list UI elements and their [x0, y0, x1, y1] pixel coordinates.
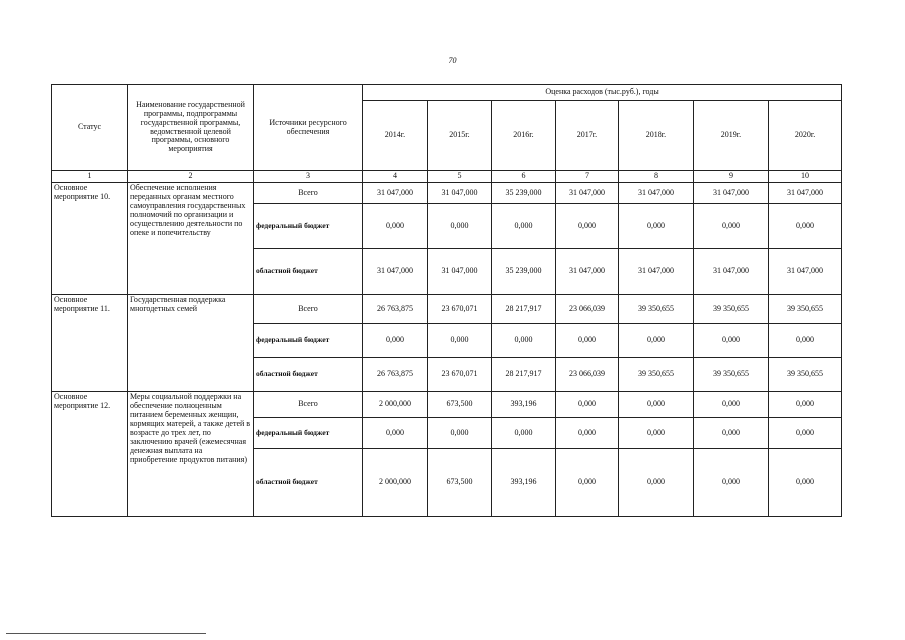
value-cell: 39 350,655	[694, 358, 769, 392]
value-cell: 31 047,000	[556, 183, 619, 204]
value-cell: 31 047,000	[694, 183, 769, 204]
column-number: 3	[254, 171, 363, 183]
column-number: 5	[428, 171, 492, 183]
header-year: 2020г.	[769, 101, 842, 171]
value-cell: 0,000	[556, 392, 619, 418]
value-cell: 0,000	[492, 204, 556, 249]
value-cell: 0,000	[694, 324, 769, 358]
value-cell: 39 350,655	[769, 295, 842, 324]
source-cell: Всего	[254, 183, 363, 204]
value-cell: 39 350,655	[619, 358, 694, 392]
value-cell: 0,000	[769, 449, 842, 517]
source-cell: федеральный бюджет	[254, 204, 363, 249]
column-number: 10	[769, 171, 842, 183]
value-cell: 0,000	[694, 418, 769, 449]
source-cell: федеральный бюджет	[254, 418, 363, 449]
header-year: 2014г.	[363, 101, 428, 171]
page-number: 70	[448, 56, 457, 65]
value-cell: 26 763,875	[363, 358, 428, 392]
value-cell: 0,000	[363, 324, 428, 358]
source-cell: Всего	[254, 295, 363, 324]
column-number: 8	[619, 171, 694, 183]
value-cell: 0,000	[492, 324, 556, 358]
resource-table	[51, 84, 842, 517]
header-year: 2015г.	[428, 101, 492, 171]
column-number: 2	[128, 171, 254, 183]
status-cell: Основное мероприятие 11.	[52, 295, 128, 392]
header-status: Статус	[52, 85, 128, 171]
value-cell: 23 670,071	[428, 358, 492, 392]
value-cell: 23 066,039	[556, 358, 619, 392]
column-number: 7	[556, 171, 619, 183]
value-cell: 0,000	[556, 449, 619, 517]
source-cell: областной бюджет	[254, 358, 363, 392]
value-cell: 0,000	[556, 324, 619, 358]
value-cell: 31 047,000	[694, 249, 769, 295]
header-year: 2018г.	[619, 101, 694, 171]
value-cell: 28 217,917	[492, 295, 556, 324]
value-cell: 0,000	[769, 392, 842, 418]
value-cell: 393,196	[492, 449, 556, 517]
value-cell: 0,000	[363, 204, 428, 249]
value-cell: 0,000	[769, 204, 842, 249]
value-cell: 31 047,000	[769, 249, 842, 295]
column-number-row	[52, 171, 842, 183]
value-cell: 35 239,000	[492, 183, 556, 204]
value-cell: 31 047,000	[363, 249, 428, 295]
value-cell: 39 350,655	[694, 295, 769, 324]
source-cell: Всего	[254, 392, 363, 418]
header-sources: Источники ресурсного обеспечения	[254, 85, 363, 171]
column-number: 9	[694, 171, 769, 183]
program-name-cell: Государственная поддержка многодетных семей	[128, 295, 254, 392]
header-year: 2019г.	[694, 101, 769, 171]
status-cell: Основное мероприятие 10.	[52, 183, 128, 295]
value-cell: 31 047,000	[619, 249, 694, 295]
value-cell: 31 047,000	[428, 183, 492, 204]
program-name-cell: Меры социальной поддержки на обеспечение полноценным питанием беременных женщин, кормящих матерей, а также детей в возрасте до трех лет, по заключению врачей (ежемесячная денежная выплата на приобретение продуктов питания)	[128, 392, 254, 517]
value-cell: 673,500	[428, 392, 492, 418]
value-cell: 0,000	[619, 204, 694, 249]
source-cell: федеральный бюджет	[254, 324, 363, 358]
value-cell: 0,000	[619, 392, 694, 418]
source-cell: областной бюджет	[254, 249, 363, 295]
value-cell: 0,000	[363, 418, 428, 449]
source-cell: областной бюджет	[254, 449, 363, 517]
value-cell: 0,000	[769, 418, 842, 449]
column-number: 1	[52, 171, 128, 183]
table-row	[52, 392, 842, 418]
column-number: 6	[492, 171, 556, 183]
header-estimate: Оценка расходов (тыс.руб.), годы	[363, 85, 842, 101]
column-number: 4	[363, 171, 428, 183]
table-row	[52, 295, 842, 324]
value-cell: 23 670,071	[428, 295, 492, 324]
value-cell: 0,000	[619, 324, 694, 358]
value-cell: 393,196	[492, 392, 556, 418]
status-cell: Основное мероприятие 12.	[52, 392, 128, 517]
value-cell: 2 000,000	[363, 392, 428, 418]
value-cell: 0,000	[769, 324, 842, 358]
value-cell: 31 047,000	[428, 249, 492, 295]
value-cell: 23 066,039	[556, 295, 619, 324]
value-cell: 0,000	[556, 204, 619, 249]
value-cell: 31 047,000	[619, 183, 694, 204]
value-cell: 31 047,000	[769, 183, 842, 204]
header-year: 2017г.	[556, 101, 619, 171]
value-cell: 35 239,000	[492, 249, 556, 295]
value-cell: 39 350,655	[769, 358, 842, 392]
value-cell: 39 350,655	[619, 295, 694, 324]
table-row	[52, 183, 842, 204]
value-cell: 0,000	[428, 324, 492, 358]
value-cell: 28 217,917	[492, 358, 556, 392]
header-year: 2016г.	[492, 101, 556, 171]
value-cell: 26 763,875	[363, 295, 428, 324]
value-cell: 0,000	[619, 418, 694, 449]
value-cell: 0,000	[694, 449, 769, 517]
header-program-name: Наименование государственной программы, подпрограммы государственной программы, ведомственной целевой программы, основного мероприятия	[128, 85, 254, 171]
value-cell: 2 000,000	[363, 449, 428, 517]
value-cell: 0,000	[619, 449, 694, 517]
value-cell: 0,000	[492, 418, 556, 449]
value-cell: 0,000	[428, 418, 492, 449]
bottom-rule	[6, 633, 206, 634]
program-name-cell: Обеспечение исполнения переданных органам местного самоуправления государственных полномочий по организации и осуществлению деятельности по опеке и попечительству	[128, 183, 254, 295]
value-cell: 0,000	[694, 204, 769, 249]
value-cell: 31 047,000	[556, 249, 619, 295]
value-cell: 0,000	[556, 418, 619, 449]
value-cell: 0,000	[428, 204, 492, 249]
value-cell: 31 047,000	[363, 183, 428, 204]
value-cell: 673,500	[428, 449, 492, 517]
value-cell: 0,000	[694, 392, 769, 418]
